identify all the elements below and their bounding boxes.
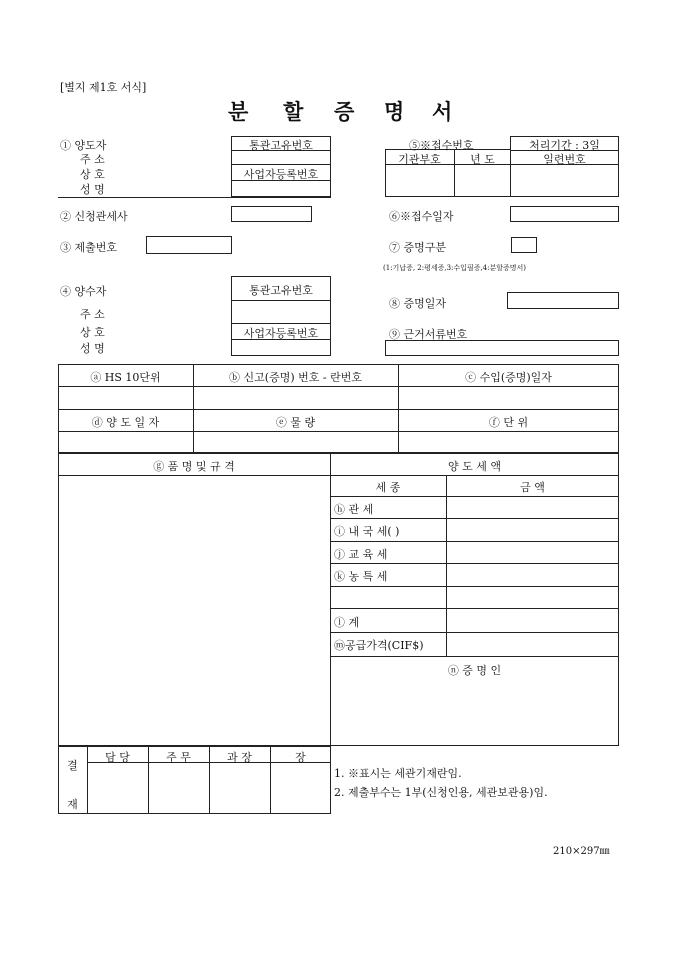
rural-tax-amount[interactable] xyxy=(447,565,618,585)
note-2: 2. 제출부수는 1부(신청인용, 세관보관용)임. xyxy=(334,786,548,799)
report-no-header: ⓑ 신고(증명) 번호 - 란번호 xyxy=(229,371,362,384)
unit-field[interactable] xyxy=(399,433,618,452)
receipt-number-label: ⑤※접수번호 xyxy=(409,139,474,152)
receipt-date-field[interactable] xyxy=(510,206,619,222)
agency-code-field[interactable] xyxy=(386,166,453,196)
tax-agent-field[interactable] xyxy=(231,206,312,222)
approval-col-staff: 담 당 xyxy=(105,751,130,764)
transferor-address-label: 주 소 xyxy=(80,153,105,166)
transfer-date-header: ⓓ 양 도 일 자 xyxy=(91,416,160,429)
transferor-biz-reg-label: 사업자등록번호 xyxy=(243,168,319,181)
paper-size: 210×297㎜ xyxy=(553,846,610,857)
internal-tax-label: ⓘ 내 국 세( ) xyxy=(334,525,400,538)
cert-type-label: ⑦ 증명구분 xyxy=(389,241,447,254)
cert-date-label: ⑧ 증명일자 xyxy=(389,297,447,310)
hs-code-header: ⓐ HS 10단위 xyxy=(90,371,161,384)
education-tax-label: ⓙ 교 육 세 xyxy=(334,548,388,561)
total-amount[interactable] xyxy=(447,610,618,631)
goods-spec-header: ⓖ 품 명 및 규 격 xyxy=(153,460,235,473)
supply-price-label: ⓜ공급가격(CIF$) xyxy=(334,639,424,652)
transferor-name-label: 성 명 xyxy=(80,183,105,196)
tax-type-header: 세 종 xyxy=(375,481,401,494)
certifier-field[interactable] xyxy=(332,680,617,744)
submit-no-field[interactable] xyxy=(146,236,232,254)
approval-col-officer: 주 무 xyxy=(166,751,191,764)
cert-date-field[interactable] xyxy=(507,292,619,309)
processing-period: 처리기간 : 3일 xyxy=(529,139,600,152)
internal-tax-amount[interactable] xyxy=(447,520,618,540)
title-char: 명 xyxy=(384,99,405,124)
approval-label-top: 결 xyxy=(67,759,78,772)
approval-sign-officer[interactable] xyxy=(149,764,208,813)
receipt-date-label: ⑥※접수일자 xyxy=(389,210,454,223)
transferee-name-label: 성 명 xyxy=(80,342,105,355)
approval-sign-section-chief[interactable] xyxy=(210,764,269,813)
basis-docs-field[interactable] xyxy=(385,340,619,356)
transferee-biz-reg-field[interactable] xyxy=(232,341,330,355)
form-label: [별지 제1호 서식] xyxy=(60,81,147,94)
transferor-company-label: 상 호 xyxy=(80,168,105,181)
customs-duty-amount[interactable] xyxy=(447,498,618,517)
approval-col-section-chief: 과 장 xyxy=(227,751,252,764)
cert-type-field[interactable] xyxy=(511,237,537,253)
approval-col-director: 장 xyxy=(295,751,306,764)
title-char: 서 xyxy=(432,99,453,124)
transfer-tax-header: 양 도 세 액 xyxy=(448,460,501,473)
rural-tax-label: ⓚ 농 특 세 xyxy=(334,570,388,583)
goods-spec-field[interactable] xyxy=(60,478,328,744)
submit-no-label: ③ 제출번호 xyxy=(60,241,118,254)
certifier-label: ⓝ 증 명 인 xyxy=(447,664,502,677)
transfer-date-field[interactable] xyxy=(59,433,192,452)
supply-price-amount[interactable] xyxy=(447,634,618,655)
transferee-biz-reg-label: 사업자등록번호 xyxy=(243,327,319,340)
import-date-field[interactable] xyxy=(399,388,618,408)
quantity-field[interactable] xyxy=(194,433,397,452)
report-no-field[interactable] xyxy=(194,388,397,408)
total-label: ⓛ 계 xyxy=(334,616,360,629)
hs-code-field[interactable] xyxy=(59,388,192,408)
cert-type-options: (1:기납증, 2:평세증,3:수입필증,4:분할증명서) xyxy=(383,264,527,272)
transferor-customs-id-label: 통관고유번호 xyxy=(249,139,313,152)
basis-docs-label: ⑨ 근거서류번호 xyxy=(389,328,468,341)
approval-label-bottom: 재 xyxy=(67,798,78,811)
customs-duty-label: ⓗ 관 세 xyxy=(334,503,374,516)
amount-header: 금 액 xyxy=(520,481,545,494)
title-char: 할 xyxy=(283,99,304,124)
transferor-customs-id-field[interactable] xyxy=(232,151,330,163)
transferee-company-label: 상 호 xyxy=(80,326,105,339)
agency-code-label: 기관부호 xyxy=(398,153,441,166)
transferee-customs-id-label: 통관고유번호 xyxy=(249,284,313,297)
extra-tax-amount[interactable] xyxy=(447,588,618,607)
note-1: 1. ※표시는 세관기재란임. xyxy=(334,767,462,780)
transferee-address-label: 주 소 xyxy=(80,308,105,321)
education-tax-amount[interactable] xyxy=(447,543,618,562)
approval-sign-director[interactable] xyxy=(271,764,330,813)
title-char: 증 xyxy=(334,99,355,124)
serial-label: 일련번호 xyxy=(543,153,586,166)
serial-field[interactable] xyxy=(512,166,618,196)
approval-sign-staff[interactable] xyxy=(88,764,147,813)
unit-header: ⓕ 단 위 xyxy=(488,416,529,429)
year-label: 년 도 xyxy=(470,153,495,166)
transferor-biz-reg-field[interactable] xyxy=(232,181,330,196)
transferee-label: ④ 양수자 xyxy=(60,285,107,298)
title-char: 분 xyxy=(228,99,249,124)
transferee-customs-id-field[interactable] xyxy=(232,302,330,322)
transferor-label: ① 양도자 xyxy=(60,139,107,152)
import-date-header: ⓒ 수입(증명)일자 xyxy=(465,371,552,384)
quantity-header: ⓔ 물 량 xyxy=(275,416,316,429)
year-field[interactable] xyxy=(455,166,509,196)
tax-agent-label: ② 신청관세사 xyxy=(60,210,128,223)
